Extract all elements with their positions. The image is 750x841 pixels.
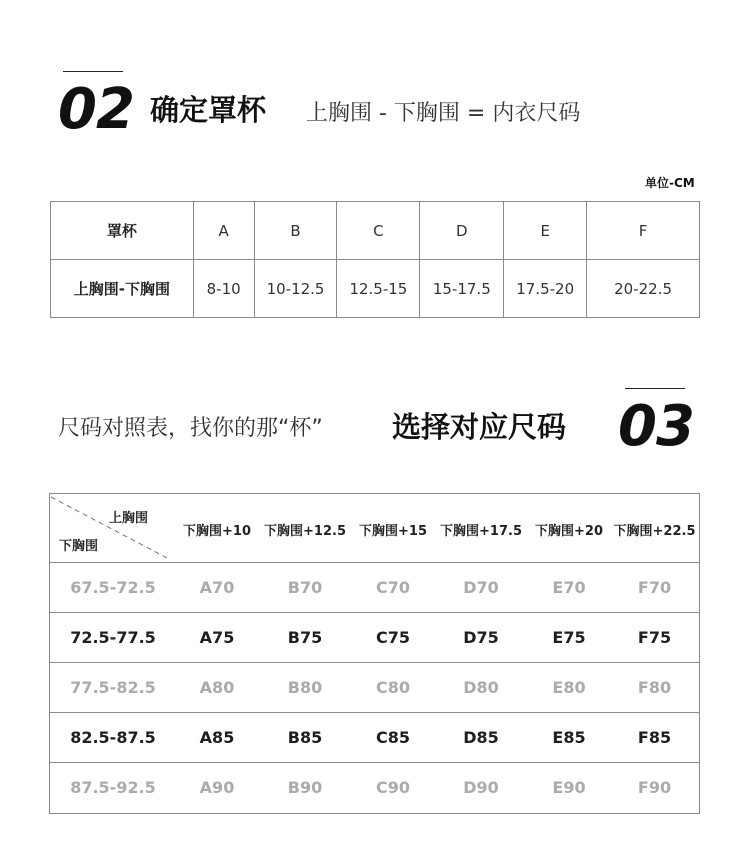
cup-header-e: E [504,202,587,260]
size-table-corner [49,493,177,562]
size-row-range: 77.5-82.5 [49,662,177,712]
size-row [49,612,700,662]
size-cell: E75 [529,612,609,662]
section-03-subtitle: 尺码对照表，找你的那“杯” [58,416,323,441]
size-row [49,662,700,712]
cup-value-d: 15-17.5 [420,260,504,318]
cup-value-a: 8-10 [193,260,254,318]
size-cell: B70 [257,562,353,612]
size-cell: C80 [353,662,433,712]
size-row [49,712,700,762]
cup-header-a: A [193,202,254,260]
size-cell: B80 [257,662,353,712]
size-col-header: 下胸围+17.5 [440,523,522,539]
size-cell: F75 [609,612,700,662]
size-cell: E70 [529,562,609,612]
section-02-number: 02 [58,77,134,142]
corner-bottom-label: 下胸围 [59,539,99,554]
size-table-header-row [49,493,700,562]
size-cell: B85 [257,712,353,762]
size-row [49,762,700,812]
size-col-header: 下胸围+15 [359,523,427,539]
unit-label: 单位-CM [645,176,695,190]
size-cell: F70 [609,562,700,612]
cup-value-f: 20-22.5 [587,260,700,318]
size-col-header: 下胸围+10 [183,523,251,539]
section-02-title: 确定罩杯 [150,93,267,127]
cup-table-value-row [51,260,700,318]
cup-value-label: 上胸围-下胸围 [51,260,194,318]
size-cell: C90 [353,762,433,812]
section-03-number: 03 [618,394,694,459]
size-cell: D70 [433,562,529,612]
size-cell: D85 [433,712,529,762]
cup-header-f: F [587,202,700,260]
size-cell: C85 [353,712,433,762]
size-cell: F90 [609,762,700,812]
section-02-formula: 上胸围 - 下胸围 = 内衣尺码 [306,101,581,126]
size-col-header: 下胸围+20 [535,523,603,539]
section-02-rule [63,71,123,72]
cup-header-c: C [337,202,420,260]
size-cell: C70 [353,562,433,612]
size-cell: E85 [529,712,609,762]
size-row [49,562,700,612]
cup-header-label: 罩杯 [51,202,194,260]
corner-top-label: 上胸围 [109,511,149,526]
size-col-header: 下胸围+12.5 [264,523,346,539]
size-row-range: 87.5-92.5 [49,762,177,812]
size-row-range: 72.5-77.5 [49,612,177,662]
size-table [49,493,700,812]
size-row-range: 67.5-72.5 [49,562,177,612]
cup-header-b: B [254,202,337,260]
size-cell: B75 [257,612,353,662]
size-cell: A70 [177,562,257,612]
size-cell: B90 [257,762,353,812]
size-cell: F85 [609,712,700,762]
cup-header-d: D [420,202,504,260]
size-cell: A85 [177,712,257,762]
section-03-title: 选择对应尺码 [392,410,567,444]
size-cell: D80 [433,662,529,712]
size-cell: E90 [529,762,609,812]
size-cell: A80 [177,662,257,712]
cup-table-header-row [51,202,700,260]
cup-value-c: 12.5-15 [337,260,420,318]
size-cell: E80 [529,662,609,712]
size-cell: D90 [433,762,529,812]
cup-table [50,201,700,318]
size-cell: A75 [177,612,257,662]
size-cell: D75 [433,612,529,662]
section-03-rule [625,388,685,389]
size-row-range: 82.5-87.5 [49,712,177,762]
size-cell: F80 [609,662,700,712]
size-col-header: 下胸围+22.5 [613,523,696,539]
cup-value-e: 17.5-20 [504,260,587,318]
size-cell: A90 [177,762,257,812]
cup-value-b: 10-12.5 [254,260,337,318]
size-cell: C75 [353,612,433,662]
